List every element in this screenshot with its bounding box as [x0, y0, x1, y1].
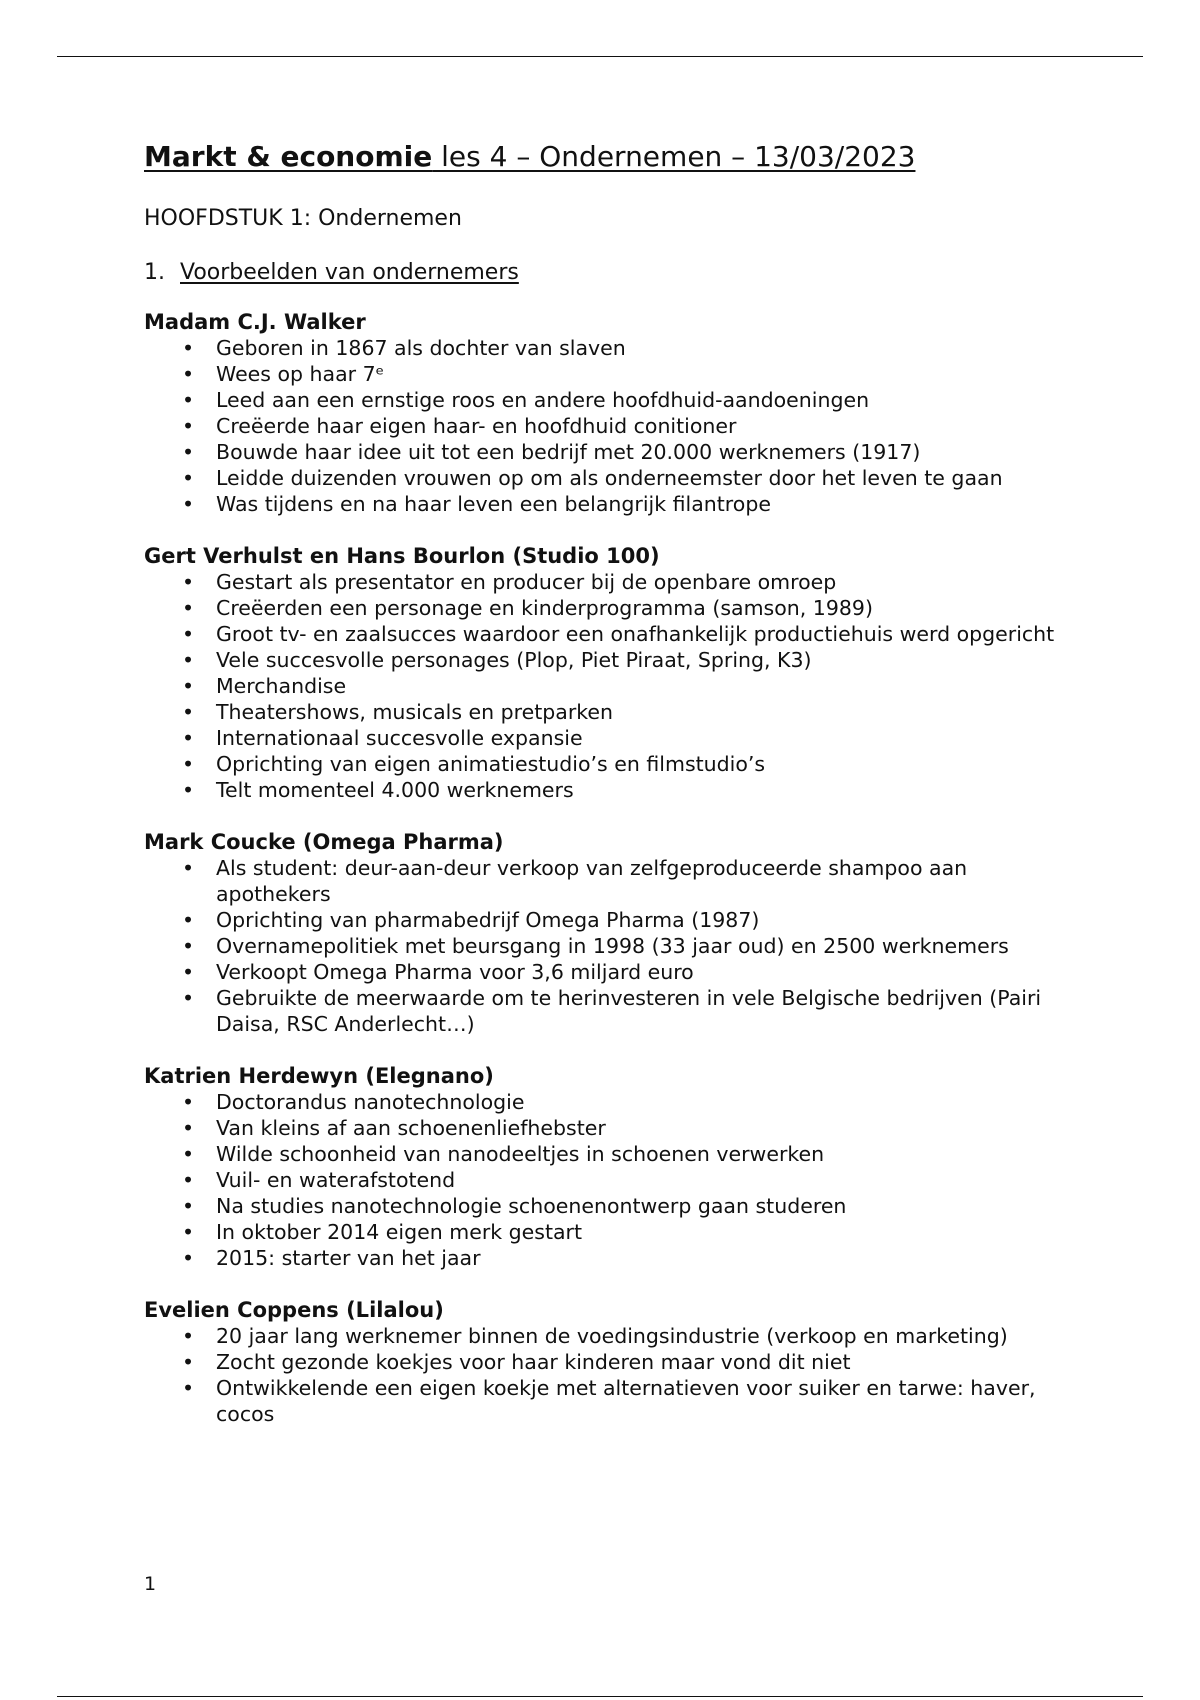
section-heading [144, 257, 1064, 289]
entrepreneur-section [144, 309, 1064, 517]
bullet-item: • Was tijdens en na haar leven een belangrijk filantrope [144, 491, 1064, 517]
title-bold-part: Markt & economie [144, 140, 433, 173]
bullet-item: • Bouwde haar idee uit tot een bedrijf met 20.000 werknemers (1917) [144, 439, 1064, 465]
bullet-item: • Van kleins af aan schoenenliefhebster [144, 1115, 1064, 1141]
bullet-item: • Theatershows, musicals en pretparken [144, 699, 1064, 725]
entrepreneur-name: Madam C.J. Walker [144, 310, 366, 334]
bullet-item: • Oprichting van eigen animatiestudio’s en filmstudio’s [144, 751, 1064, 777]
bullet-item: • In oktober 2014 eigen merk gestart [144, 1219, 1064, 1245]
bullet-item: • Als student: deur-aan-deur verkoop van zelfgeproduceerde shampoo aan apothekers [144, 855, 1064, 907]
bullet-item: • Telt momenteel 4.000 werknemers [144, 777, 1064, 803]
bullet-item: • Creëerden een personage en kinderprogramma (samson, 1989) [144, 595, 1064, 621]
bullet-item: • Doctorandus nanotechnologie [144, 1089, 1064, 1115]
bullet-item: • Zocht gezonde koekjes voor haar kinderen maar vond dit niet [144, 1349, 1064, 1375]
bullet-list [144, 855, 1064, 1037]
bullet-item: • Wees op haar 7ᵉ [144, 361, 1064, 387]
entrepreneur-section [144, 1063, 1064, 1271]
document-title [144, 137, 1064, 177]
bullet-item: • Leed aan een ernstige roos en andere hoofdhuid-aandoeningen [144, 387, 1064, 413]
bullet-item: • 20 jaar lang werknemer binnen de voedingsindustrie (verkoop en marketing) [144, 1323, 1064, 1349]
bullet-item: • Merchandise [144, 673, 1064, 699]
bullet-item: • Groot tv- en zaalsucces waardoor een onafhankelijk productiehuis werd opgericht [144, 621, 1064, 647]
section-number: 1. [144, 260, 165, 285]
bullet-item: • Vuil- en waterafstotend [144, 1167, 1064, 1193]
bullet-item: • Na studies nanotechnologie schoenenontwerp gaan studeren [144, 1193, 1064, 1219]
bullet-item: • Oprichting van pharmabedrijf Omega Pharma (1987) [144, 907, 1064, 933]
page-number: 1 [144, 1573, 157, 1595]
bullet-item: • Gebruikte de meerwaarde om te herinvesteren in vele Belgische bedrijven (Pairi Daisa, RSC Anderlecht…) [144, 985, 1064, 1037]
entrepreneur-section [144, 829, 1064, 1037]
bullet-item: • Geboren in 1867 als dochter van slaven [144, 335, 1064, 361]
entrepreneur-section [144, 1297, 1064, 1427]
title-rest: les 4 – Ondernemen – 13/03/2023 [432, 140, 916, 173]
bullet-item: • Leidde duizenden vrouwen op om als onderneemster door het leven te gaan [144, 465, 1064, 491]
bullet-list [144, 1089, 1064, 1271]
entrepreneur-section [144, 543, 1064, 803]
bullet-item: • Gestart als presentator en producer bij de openbare omroep [144, 569, 1064, 595]
bullet-item: • Vele succesvolle personages (Plop, Piet Piraat, Spring, K3) [144, 647, 1064, 673]
bullet-item: • Wilde schoonheid van nanodeeltjes in schoenen verwerken [144, 1141, 1064, 1167]
bullet-item: • 2015: starter van het jaar [144, 1245, 1064, 1271]
bullet-item: • Overnamepolitiek met beursgang in 1998 (33 jaar oud) en 2500 werknemers [144, 933, 1064, 959]
bullet-item: • Internationaal succesvolle expansie [144, 725, 1064, 751]
section-title: Voorbeelden van ondernemers [180, 260, 519, 285]
bullet-list [144, 569, 1064, 803]
entrepreneur-name: Gert Verhulst en Hans Bourlon (Studio 100) [144, 544, 660, 568]
bullet-item: • Ontwikkelende een eigen koekje met alternatieven voor suiker en tarwe: haver, cocos [144, 1375, 1064, 1427]
chapter-heading: HOOFDSTUK 1: Ondernemen [144, 206, 462, 231]
footer-rule [57, 1696, 1143, 1697]
entrepreneur-list [144, 309, 1064, 1427]
header-rule [57, 56, 1143, 57]
entrepreneur-name: Mark Coucke (Omega Pharma) [144, 830, 504, 854]
bullet-list [144, 335, 1064, 517]
bullet-item: • Verkoopt Omega Pharma voor 3,6 miljard euro [144, 959, 1064, 985]
bullet-item: • Creëerde haar eigen haar- en hoofdhuid conitioner [144, 413, 1064, 439]
entrepreneur-name: Evelien Coppens (Lilalou) [144, 1298, 444, 1322]
entrepreneur-name: Katrien Herdewyn (Elegnano) [144, 1064, 494, 1088]
document-body [144, 137, 1064, 1453]
bullet-list [144, 1323, 1064, 1427]
